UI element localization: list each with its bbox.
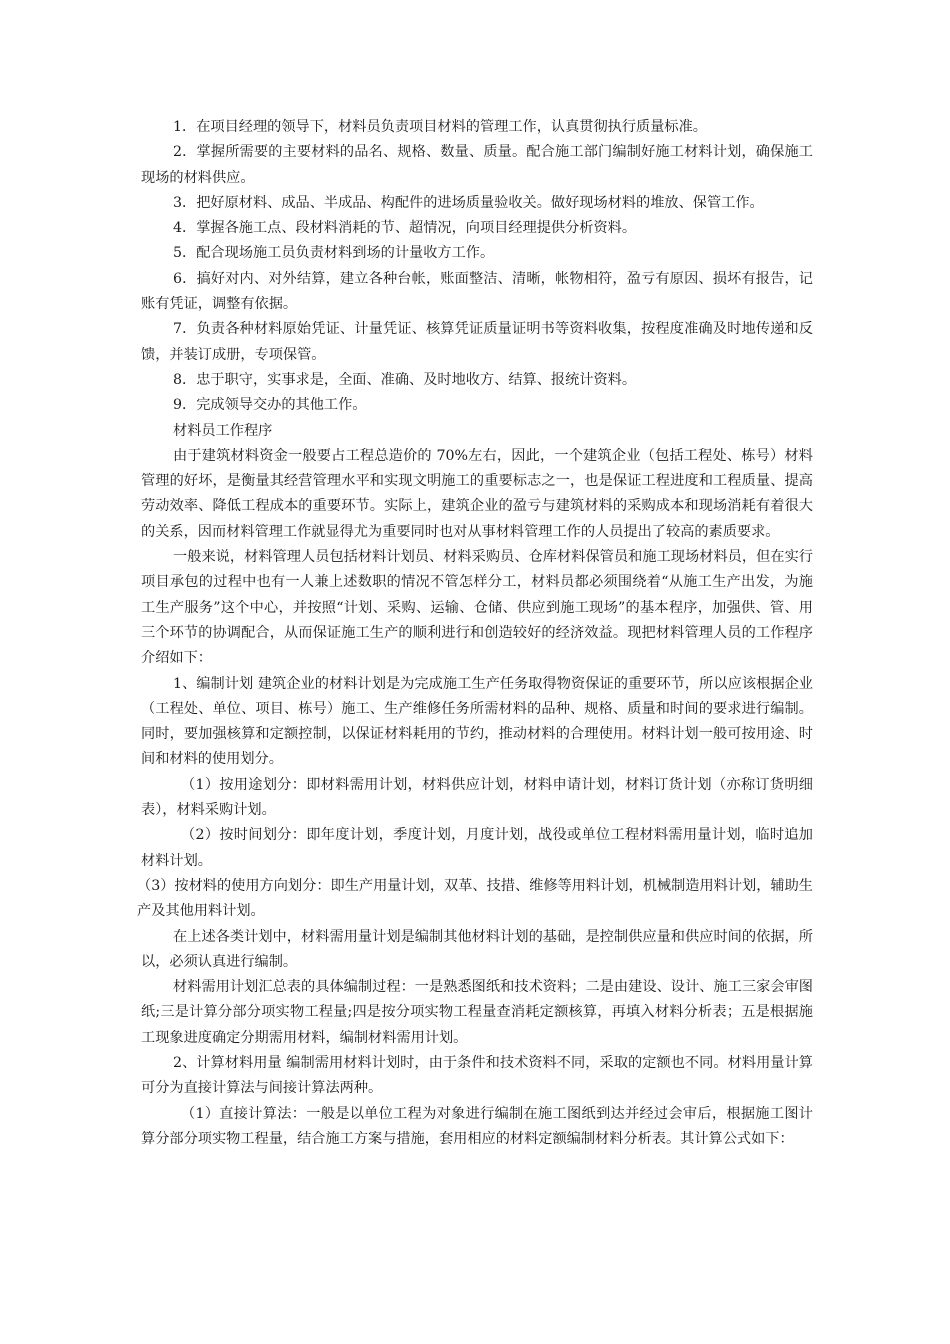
paragraph-duty-1: 1．在项目经理的领导下，材料员负责项目材料的管理工作，认真贯彻执行质量标准。 (173, 119, 707, 135)
paragraph-roles: 一般来说，材料管理人员包括材料计划员、材料采购员、仓库材料保管员和施工现场材料员，但在实行项目承包的过程中也有一人兼上述数职的情况不管怎样分工，材料员都必须围绕着“从施工生产出发，为施工生产服务”这个中心，并按照“计划、采购、运输、仓储、供应到施工现场”的基本程序，加强供、管、用三个环节的协调配合，从而保证施工生产的顺利进行和创造较好的经济效益。现把材料管理人员的工作程序介绍如下： (141, 549, 813, 667)
paragraph-duty-9: 9．完成领导交办的其他工作。 (173, 397, 367, 414)
paragraph-duty-6: 6．搞好对内、对外结算，建立各种台帐，账面整洁、清晰，帐物相符，盈亏有原因、损坏有报告，记账有凭证，调整有依据。 (141, 270, 813, 313)
paragraph-duty-2: 2．掌握所需要的主要材料的品名、规格、数量、质量。配合施工部门编制好施工材料计划，确保施工现场的材料供应。 (141, 144, 813, 186)
paragraph-duty-7: 7．负责各种材料原始凭证、计量凭证、核算凭证质量证明书等资料收集，按程度准确及时地传递和反馈，并装订成册，专项保管。 (141, 321, 813, 363)
paragraph-direct-method: （1）直接计算法：一般是以单位工程为对象进行编制在施工图纸到达并经过会审后，根据施工图计算分部分项实物工程量，结合施工方案与措施，套用相应的材料定额编制材料分析表。其计算公式如下： (141, 1105, 813, 1147)
paragraph-duty-5: 5．配合现场施工员负责材料到场的计量收方工作。 (173, 245, 495, 262)
paragraph-plan: 1、编制计划 建筑企业的材料计划是为完成施工生产任务取得物资保证的重要环节，所以应该根据企业（工程处、单位、项目、栋号）施工、生产维修任务所需材料的品种、规格、质量和时间的要求进行编制。同时，要加强核算和定额控制，以保证材料耗用的节约，推动材料的合理使用。材料计划一般可按用途、时间和材料的使用划分。 (141, 675, 813, 768)
paragraph-plan-by-use: （1）按用途划分：即材料需用计划，材料供应计划，材料申请计划，材料订货计划（亦称订货明细表），材料采购计划。 (141, 776, 813, 819)
paragraph-plan-basis: 在上述各类计划中，材料需用量计划是编制其他材料计划的基础，是控制供应量和供应时间的依据，所以，必须认真进行编制。 (141, 928, 813, 970)
paragraph-calculation: 2、计算材料用量 编制需用材料计划时，由于条件和技术资料不同，采取的定额也不同。材料用量计算可分为直接计算法与间接计算法两种。 (141, 1054, 813, 1097)
paragraph-duty-8: 8．忠于职守，实事求是，全面、准确、及时地收方、结算、报统计资料。 (173, 371, 637, 388)
paragraph-plan-by-time: （2）按时间划分：即年度计划，季度计划，月度计划，战役或单位工程材料需用量计划，临时追加材料计划。 (141, 827, 813, 869)
paragraph-duty-3: 3．把好原材料、成品、半成品、构配件的进场质量验收关。做好现场材料的堆放、保管工作。 (173, 194, 764, 211)
section-heading: 材料员工作程序 (173, 422, 273, 439)
paragraph-plan-by-direction: （3）按材料的使用方向划分：即生产用量计划，双革、技措、维修等用料计划，机械制造用料计划，辅助生产及其他用料计划。 (137, 877, 813, 920)
document-body (137, 115, 813, 1152)
paragraph-plan-process: 材料需用计划汇总表的具体编制过程：一是熟悉图纸和技术资料；二是由建设、设计、施工三家会审图纸;三是计算分部分项实物工程量;四是按分项实物工程量查消耗定额核算，再填入材料分析表；五是根据施工现象进度确定分期需用材料，编制材料需用计划。 (141, 979, 813, 1046)
paragraph-intro: 由于建筑材料资金一般要占工程总造价的 70%左右，因此，一个建筑企业（包括工程处、栋号）材料管理的好坏，是衡量其经营管理水平和实现文明施工的重要标志之一，也是保证工程进度和工程质量、提高劳动效率、降低工程成本的重要环节。实际上，建筑企业的盈亏与建筑材料的采购成本和现场消耗有着很大的关系，因而材料管理工作就显得尤为重要同时也对从事材料管理工作的人员提出了较高的素质要求。 (141, 447, 813, 540)
paragraph-duty-4: 4．掌握各施工点、段材料消耗的节、超情况，向项目经理提供分析资料。 (173, 220, 637, 237)
